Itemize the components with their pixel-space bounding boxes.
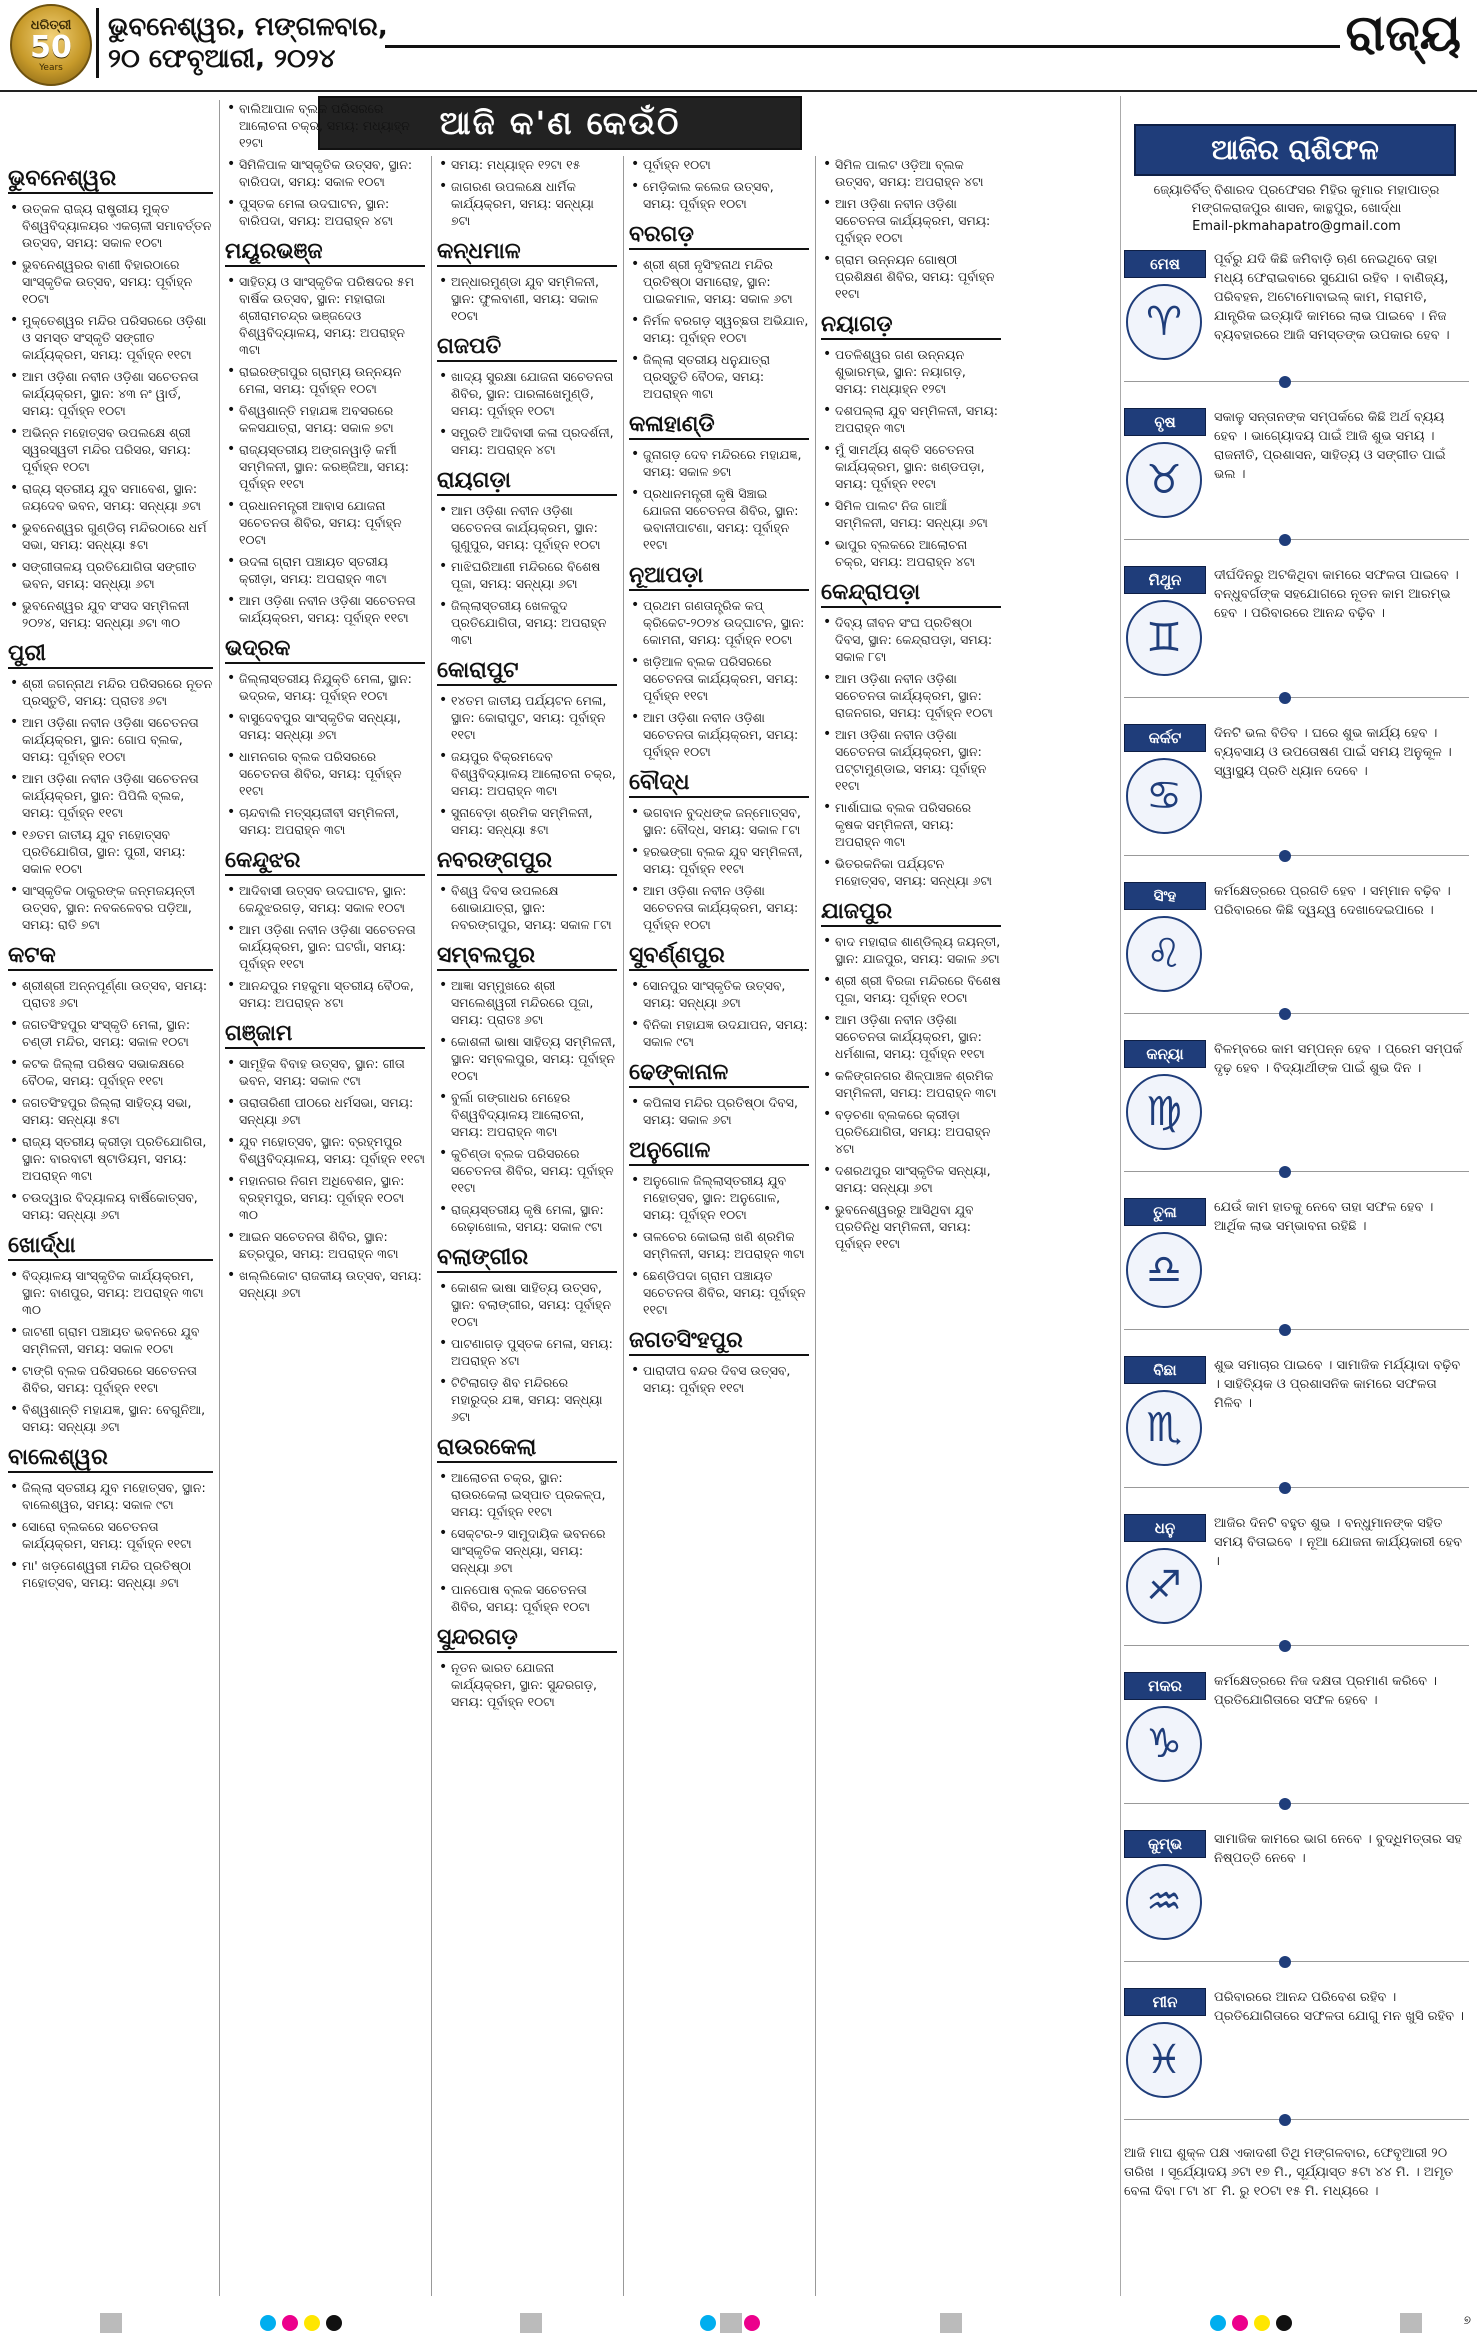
event-item: • ଧାମନଗର ବ୍ଲକ ପରିସରରେ ସଚେତନତା ଶିବିର, ସମୟ: ପୂର୍ବାହ୍ନ ୧୧ଟା (225, 748, 425, 799)
dateline-place-day: ଭୁବନେଶ୍ୱର, ମଙ୍ଗଳବାର, (108, 12, 388, 42)
events-column (431, 156, 617, 2296)
event-item: • ମୁକ୍ତେଶ୍ୱର ମନ୍ଦିର ପରିସରରେ ଓଡ଼ିଶା ଓ ସମସ୍ତ ସଂସ୍କୃତି ସଙ୍ଗୀତ କାର୍ଯ୍ୟକ୍ରମ, ସମୟ: ପୂର୍ବାହ୍ନ ୧୧ଟା (8, 312, 213, 363)
sign-name: ତୁଳା (1153, 1203, 1177, 1221)
logo-number: 50 (30, 29, 72, 65)
zodiac-symbol-icon: ♓ (1126, 2022, 1202, 2098)
event-item: • ଚଉଦ୍ୱାର ବିଦ୍ୟାଳୟ ବାର୍ଷିକୋତ୍ସବ, ସମୟ: ସନ୍ଧ୍ୟା ୬ଟା (8, 1189, 213, 1223)
event-item: • ପାଟଣାଗଡ଼ ପୁସ୍ତକ ମେଳା, ସମୟ: ଅପରାହ୍ନ ୪ଟା (437, 1335, 617, 1369)
events-column (815, 156, 1001, 2296)
divider-dot (1279, 1798, 1291, 1810)
sign-name: କୁମ୍ଭ (1147, 1835, 1183, 1853)
sign-divider (1124, 1171, 1469, 1172)
sign-divider (1124, 1645, 1469, 1646)
black-color-dot (1276, 2315, 1292, 2331)
event-item: • ଶ୍ରୀଶ୍ରୀ ଅନ୍ନପୂର୍ଣ୍ଣା ଉତ୍ସବ, ସମୟ: ପ୍ରାତଃ ୬ଟା (8, 977, 213, 1011)
event-item: • ନୂତନ ଭାରତ ଯୋଜନା କାର୍ଯ୍ୟକ୍ରମ, ସ୍ଥାନ: ସୁନ୍ଦରଗଡ଼, ସମୟ: ପୂର୍ବାହ୍ନ ୧୦ଟା (437, 1659, 617, 1710)
district-heading: କେନ୍ଦୁଝର (225, 848, 425, 876)
district-heading: କୋରାପୁଟ (437, 658, 617, 686)
cyan-color-dot (260, 2315, 276, 2331)
event-item: • ବାଦ ମହାରାଜ ଶାଣ୍ଡିଲ୍ୟ ଜୟନ୍ତୀ, ସ୍ଥାନ: ଯାଜପୁର, ସମୟ: ସକାଳ ୬ଟା (821, 933, 1001, 967)
sign-name-box (1124, 1198, 1206, 1226)
sign-prediction: କର୍ମକ୍ଷେତ୍ରରେ ନିଜ ଦକ୍ଷତା ପ୍ରମାଣ କରିବେ । ପ୍ରତିଯୋଗିତାରେ ସଫଳ ହେବେ । (1214, 1674, 1438, 1708)
event-item: • ଜଗତସିଂହପୁର ଜିଲ୍ଲା ସାହିତ୍ୟ ସଭା, ସମୟ: ସନ୍ଧ୍ୟା ୫ଟା (8, 1094, 213, 1128)
event-item: • ୧୬ତମ ଜାତୀୟ ଯୁବ ମହୋତ୍ସବ ପ୍ରତିଯୋଗିତା, ସ୍ଥାନ: ପୁରୀ, ସମୟ: ସକାଳ ୧୦ଟା (8, 826, 213, 877)
event-item: • ଖଲ୍ଲିକୋଟ ରାଜକୀୟ ଉତ୍ସବ, ସମୟ: ସନ୍ଧ୍ୟା ୬ଟା (225, 1267, 425, 1301)
event-item: • ଆମ ଓଡ଼ିଶା ନବୀନ ଓଡ଼ିଶା ସଚେତନତା କାର୍ଯ୍ୟକ୍ରମ, ସ୍ଥାନ: ଗୁଣୁପୁର, ସମୟ: ପୂର୍ବାହ୍ନ ୧୦ଟା (437, 502, 617, 553)
event-item: • ମା' ଖଡ଼ଗେଶ୍ୱରୀ ମନ୍ଦିର ପ୍ରତିଷ୍ଠା ମହୋତ୍ସବ, ସମୟ: ସନ୍ଧ୍ୟା ୬ଟା (8, 1557, 213, 1591)
yellow-color-dot (1254, 2315, 1270, 2331)
sign-name-box (1124, 1988, 1206, 2016)
magenta-color-dot (1232, 2315, 1248, 2331)
event-item: • ଜାଟଣୀ ଗ୍ରାମ ପଞ୍ଚାୟତ ଭବନରେ ଯୁବ ସମ୍ମିଳନୀ, ସମୟ: ସକାଳ ୧୦ଟା (8, 1323, 213, 1357)
events-section (0, 96, 1120, 2296)
sign-name-box (1124, 1672, 1206, 1700)
divider-dot (1279, 534, 1291, 546)
event-item: • ପାନପୋଷ ବ୍ଲକ ସଚେତନତା ଶିବିର, ସମୟ: ପୂର୍ବାହ୍ନ ୧୦ଟା (437, 1581, 617, 1615)
district-heading: ନୟାଗଡ଼ (821, 312, 1001, 340)
zodiac-symbol-icon: ♑ (1126, 1706, 1202, 1782)
event-item: • ସେକ୍ଟର-୨ ସାମୁଦାୟିକ ଭବନରେ ସାଂସ୍କୃତିକ ସନ୍ଧ୍ୟା, ସମୟ: ସନ୍ଧ୍ୟା ୬ଟା (437, 1525, 617, 1576)
sign-prediction: ସକାଳୁ ସନ୍ତାନଙ୍କ ସମ୍ପର୍କରେ କିଛି ଅର୍ଥ ବ୍ୟୟ ହେବ । ଭାଗ୍ୟୋଦୟ ପାଇଁ ଆଜି ଶୁଭ ସମୟ । ରାଜନୀତି, ପ୍ରଶାସନ, ସାହିତ୍ୟ ଓ ସଙ୍ଗୀତ ପାଇଁ ଭଲ । (1214, 410, 1446, 482)
district-heading: ନୂଆପଡ଼ା (629, 563, 809, 591)
horoscope-sign (1124, 718, 1469, 863)
yellow-color-dot (304, 2315, 320, 2331)
event-item: • ଶ୍ରୀ ଜଗନ୍ନାଥ ମନ୍ଦିର ପରିସରରେ ନୂତନ ପ୍ରସ୍ତୁତି, ସମୟ: ପ୍ରାତଃ ୬ଟା (8, 675, 213, 709)
sign-prediction: କର୍ମକ୍ଷେତ୍ରରେ ପ୍ରଗତି ହେବ । ସମ୍ମାନ ବଢ଼ିବ । ପରିବାରରେ କିଛି ଦ୍ୱନ୍ଦ୍ୱ ଦେଖାଦେଇପାରେ । (1214, 884, 1451, 918)
header-rule (385, 45, 1340, 48)
district-heading: ପୁରୀ (8, 641, 213, 669)
astrologer-email: Email-pkmahapatro@gmail.com (1192, 219, 1401, 234)
registration-square (940, 2313, 962, 2333)
sign-name-box (1124, 1514, 1206, 1542)
registration-square (100, 2313, 122, 2333)
event-item: • ପତଳିଶ୍ୱର ଗଣ ଉନ୍ନୟନ ଶୁଭାରମ୍ଭ, ସ୍ଥାନ: ନୟାଗଡ଼, ସମୟ: ମଧ୍ୟାହ୍ନ ୧୨ଟା (821, 346, 1001, 397)
event-item: • ପ୍ରଧାନମନ୍ତ୍ରୀ ଆବାସ ଯୋଜନା ସଚେତନତା ଶିବିର, ସମୟ: ପୂର୍ବାହ୍ନ ୧୦ଟା (225, 497, 425, 548)
sign-prediction: ଆଜିର ଦିନଟି ବହୁତ ଶୁଭ । ବନ୍ଧୁମାନଙ୍କ ସହିତ ସମୟ ବିତାଇବେ । ନୂଆ ଯୋଜନା କାର୍ଯ୍ୟକାରୀ ହେବ । (1214, 1516, 1462, 1569)
event-item: • ଆମ ଓଡ଼ିଶା ନବୀନ ଓଡ଼ିଶା ସଚେତନତା କାର୍ଯ୍ୟକ୍ରମ, ସ୍ଥାନ: ଗୋପ ବ୍ଲକ, ସମୟ: ପୂର୍ବାହ୍ନ ୧୦ଟା (8, 714, 213, 765)
event-item: • ନିର୍ମଳ ବରଗଡ଼ ସ୍ୱଚ୍ଛତା ଅଭିଯାନ, ସମୟ: ପୂର୍ବାହ୍ନ ୧୦ଟା (629, 312, 809, 346)
event-item: • ଉତ୍କଳ ରାଜ୍ୟ ରାଷ୍ଟ୍ରୀୟ ମୁକ୍ତ ବିଶ୍ୱବିଦ୍ୟାଳୟର ଏକଚାଳୀ ସମାବର୍ତ୍ତନ ଉତ୍ସବ, ସମୟ: ସକାଳ ୧୦ଟା (8, 200, 213, 251)
event-item: • ଦିବ୍ୟ ଜୀବନ ସଂଘ ପ୍ରତିଷ୍ଠା ଦିବସ, ସ୍ଥାନ: କେନ୍ଦ୍ରାପଡ଼ା, ସମୟ: ସକାଳ ୮ଟା (821, 614, 1001, 665)
divider-dot (1279, 692, 1291, 704)
sign-prediction: ଦୀର୍ଘଦିନରୁ ଅଟକିଥିବା କାମରେ ସଫଳତା ପାଇବେ । ବନ୍ଧୁବର୍ଗଙ୍କ ସହଯୋଗରେ ନୂତନ କାମ ଆରମ୍ଭ ହେବ । ପରିବାରରେ ଆନନ୍ଦ ବଢ଼ିବ । (1214, 568, 1459, 621)
horoscope-credit (1124, 182, 1469, 236)
event-item: • କୋଶଳ ଭାଷା ସାହିତ୍ୟ ଉତ୍ସବ, ସ୍ଥାନ: ବଲାଙ୍ଗୀର, ସମୟ: ପୂର୍ବାହ୍ନ ୧୦ଟା (437, 1279, 617, 1330)
event-item: • ଟିଟିଲାଗଡ଼ ଶିବ ମନ୍ଦିରରେ ମହାରୁଦ୍ର ଯଜ୍ଞ, ସମୟ: ସନ୍ଧ୍ୟା ୬ଟା (437, 1374, 617, 1425)
district-heading: କଳାହାଣ୍ଡି (629, 412, 809, 440)
horoscope-sign (1124, 402, 1469, 547)
event-item: • ପୂର୍ବାହ୍ନ ୧୦ଟା (629, 156, 809, 173)
event-item: • ଜଗତସିଂହପୁର ସଂସ୍କୃତି ମେଳା, ସ୍ଥାନ: ଚଣ୍ଡୀ ମନ୍ଦିର, ସମୟ: ସକାଳ ୧୦ଟା (8, 1016, 213, 1050)
event-item: • ରାଜ୍ୟ ସ୍ତରୀୟ ଯୁବ ସମାବେଶ, ସ୍ଥାନ: ଜୟଦେବ ଭବନ, ସମୟ: ସନ୍ଧ୍ୟା ୬ଟା (8, 480, 213, 514)
event-item: • ମୁଁ ସାମର୍ଥ୍ୟ ଶକ୍ତି ସଚେତନତା କାର୍ଯ୍ୟକ୍ରମ, ସ୍ଥାନ: ଖଣ୍ଡପଡ଼ା, ସମୟ: ପୂର୍ବାହ୍ନ ୧୧ଟା (821, 441, 1001, 492)
event-item: • ସାଂସ୍କୃତିକ ଠାକୁରଙ୍କ ଜନ୍ମଜୟନ୍ତୀ ଉତ୍ସବ, ସ୍ଥାନ: ନବକଳେବର ପଡ଼ିଆ, ସମୟ: ରାତି ୭ଟା (8, 882, 213, 933)
event-item: • ସିମିଳ ପାଲଟ ଓଡ଼ିଆ ବ୍ଲକ ଉତ୍ସବ, ସମୟ: ଅପରାହ୍ନ ୪ଟା (821, 156, 1001, 190)
header-divider (96, 8, 99, 78)
event-item: • ୧୪ତମ ଜାତୀୟ ପର୍ଯ୍ୟଟନ ମେଳା, ସ୍ଥାନ: କୋରାପୁଟ, ସମୟ: ପୂର୍ବାହ୍ନ ୧୧ଟା (437, 692, 617, 743)
zodiac-symbol-icon: ♉ (1126, 442, 1202, 518)
sign-name: ମକର (1148, 1677, 1182, 1695)
divider-dot (1279, 2114, 1291, 2126)
sign-prediction: ପୂର୍ବରୁ ଯଦି କିଛି ଜମିବାଡ଼ି ଋଣ ନେଇଥିବେ ତାହା ମଧ୍ୟ ଫେରାଇବାରେ ସୁଯୋଗ ରହିବ । ବାଣିଜ୍ୟ, ପରିବହନ, ଅଟୋମୋବାଇଲ୍ କାମ, ମରାମତି, ଯାନ୍ତ୍ରିକ ଇତ୍ୟାଦି କାମରେ ଲାଭ ପାଇବେ । ନିଜ ବ୍ୟବହାରରେ ଆଜି ସମସ୍ତଙ୍କ ଉପକାର ହେବ । (1214, 252, 1450, 343)
event-item: • ଅନ୍ଧାରମୁଣ୍ଡା ଯୁବ ସମ୍ମିଳନୀ, ସ୍ଥାନ: ଫୁଲବାଣୀ, ସମୟ: ସକାଳ ୧୦ଟା (437, 273, 617, 324)
magenta-color-dot (744, 2315, 760, 2331)
page-header (0, 0, 1477, 92)
horoscope-sign (1124, 1666, 1469, 1811)
sign-divider (1124, 1013, 1469, 1014)
logo-years: Years (39, 62, 63, 73)
sign-divider (1124, 1803, 1469, 1804)
sign-name-box (1124, 1830, 1206, 1858)
horoscope-sign (1124, 1034, 1469, 1179)
event-item: • ରାଜ୍ୟସ୍ତରୀୟ କୃଷି ମେଳା, ସ୍ଥାନ: ରେଢ଼ାଖୋଲ, ସମୟ: ସକାଳ ୯ଟା (437, 1201, 617, 1235)
event-item: • କପିଳାସ ମନ୍ଦିର ପ୍ରତିଷ୍ଠା ଦିବସ, ସମୟ: ସକାଳ ୬ଟା (629, 1094, 809, 1128)
divider-dot (1279, 1324, 1291, 1336)
sign-name-box (1124, 250, 1206, 278)
sign-divider (1124, 381, 1469, 382)
horoscope-section (1124, 124, 1469, 2204)
divider-dot (1279, 1640, 1291, 1652)
astrologer-name: ଜ୍ୟୋତିର୍ବିତ୍‌ ବିଶାରଦ ପ୍ରଫେସର ମିହିର କୁମାର ମହାପାତ୍ର (1153, 183, 1440, 198)
event-item: • ଆମ ଓଡ଼ିଶା ନବୀନ ଓଡ଼ିଶା ସଚେତନତା କାର୍ଯ୍ୟକ୍ରମ, ସ୍ଥାନ: ରାଜନଗର, ସମୟ: ପୂର୍ବାହ୍ନ ୧୦ଟା (821, 670, 1001, 721)
horoscope-sign (1124, 1192, 1469, 1337)
event-item: • ପ୍ରଧାନମନ୍ତ୍ରୀ କୃଷି ସିଞ୍ଚାଇ ଯୋଜନା ସଚେତନତା ଶିବିର, ସ୍ଥାନ: ଭବାନୀପାଟଣା, ସମୟ: ପୂର୍ବାହ୍ନ ୧୧ଟା (629, 485, 809, 553)
district-heading: ବୌଦ୍ଧ (629, 770, 809, 798)
event-item: • ଭୁବନେଶ୍ୱର ଯୁବ ସଂସଦ ସମ୍ମିଳନୀ ୨୦୨୪, ସମୟ: ସନ୍ଧ୍ୟା ୬ଟା ୩୦ (8, 597, 213, 631)
horoscope-title: ଆଜିର ରାଶିଫଳ (1211, 133, 1379, 166)
sign-divider (1124, 1487, 1469, 1488)
event-item: • ବୁର୍ଲା ଗଙ୍ଗାଧର ମେହେର ବିଶ୍ୱବିଦ୍ୟାଳୟ ଆଲୋଚନା, ସମୟ: ଅପରାହ୍ନ ୩ଟା (437, 1089, 617, 1140)
event-item: • ଭୁବନେଶ୍ୱରର ବାଣୀ ବିହାରଠାରେ ସାଂସ୍କୃତିକ ଉତ୍ସବ, ସମୟ: ପୂର୍ବାହ୍ନ ୧୦ଟା (8, 256, 213, 307)
zodiac-symbol-icon: ♋ (1126, 758, 1202, 834)
event-item: • ଜୁନାଗଡ଼ ଦେବ ମନ୍ଦିରରେ ମହାଯଜ୍ଞ, ସମୟ: ସକାଳ ୭ଟା (629, 446, 809, 480)
event-item: • ସୋରୋ ବ୍ଲକରେ ସଚେତନତା କାର୍ଯ୍ୟକ୍ରମ, ସମୟ: ପୂର୍ବାହ୍ନ ୧୧ଟା (8, 1518, 213, 1552)
sign-name-box (1124, 566, 1206, 594)
horoscope-title-box (1134, 124, 1456, 176)
event-item: • ଭଗବାନ ବୁଦ୍ଧଙ୍କ ଜନ୍ମୋତ୍ସବ, ସ୍ଥାନ: ବୌଦ୍ଧ, ସମୟ: ସକାଳ ୮ଟା (629, 804, 809, 838)
sign-name-box (1124, 1356, 1206, 1384)
district-heading: ଭୁବନେଶ୍ୱର (8, 166, 213, 194)
horoscope-sign (1124, 876, 1469, 1021)
event-item: • ଦଶପଲ୍ଲା ଯୁବ ସମ୍ମିଳନୀ, ସମୟ: ଅପରାହ୍ନ ୩ଟା (821, 402, 1001, 436)
section-title: ରାଜ୍ୟ (1345, 4, 1461, 62)
horoscope-sign (1124, 1508, 1469, 1653)
event-item: • ବାଲିଆପାଳ ବ୍ଲକ ପରିସରରେ ଆଲୋଚନା ଚକ୍ର, ସମୟ: ମଧ୍ୟାହ୍ନ ୧୨ଟା (225, 100, 425, 151)
event-item: • ବିଶ୍ୱଶାନ୍ତି ମହାଯଜ୍ଞ, ସ୍ଥାନ: ବେଗୁନିଆ, ସମୟ: ସନ୍ଧ୍ୟା ୬ଟା (8, 1401, 213, 1435)
district-heading: କଟକ (8, 943, 213, 971)
event-item: • ଆମ ଓଡ଼ିଶା ନବୀନ ଓଡ଼ିଶା ସଚେତନତା କାର୍ଯ୍ୟକ୍ରମ, ସମୟ: ପୂର୍ବାହ୍ନ ୧୧ଟା (225, 592, 425, 626)
sign-divider (1124, 1329, 1469, 1330)
event-item: • ବଡ଼ଚଣା ବ୍ଲକରେ କ୍ରୀଡ଼ା ପ୍ରତିଯୋଗିତା, ସମୟ: ଅପରାହ୍ନ ୪ଟା (821, 1106, 1001, 1157)
district-heading: ବାଲେଶ୍ୱର (8, 1445, 213, 1473)
district-heading: ବରଗଡ଼ (629, 222, 809, 250)
event-item: • ଆଲୋଚନା ଚକ୍ର, ସ୍ଥାନ: ରାଉରକେଲା ଇସ୍ପାତ ପ୍ରକଳ୍ପ, ସମୟ: ପୂର୍ବାହ୍ନ ୧୧ଟା (437, 1469, 617, 1520)
sign-divider (1124, 2119, 1469, 2120)
astrologer-address: ମଙ୍ଗଳରାଜପୁର ଶାସନ, କାନ୍ଥପୁର, ଖୋର୍ଦ୍ଧା (1191, 201, 1402, 216)
dharitri-50-years-logo (10, 4, 92, 86)
events-column (8, 156, 213, 2296)
district-heading: ସୁବର୍ଣ୍ଣପୁର (629, 943, 809, 971)
event-item: • ସମ୍ପ୍ରତି ଆଦିବାସୀ କଳା ପ୍ରଦର୍ଶନୀ, ସମୟ: ଅପରାହ୍ନ ୪ଟା (437, 424, 617, 458)
district-heading: ଅନୁଗୋଳ (629, 1138, 809, 1166)
event-item: • ଶ୍ରୀ ଶ୍ରୀ ବିରଜା ମନ୍ଦିରରେ ବିଶେଷ ପୂଜା, ସମୟ: ପୂର୍ବାହ୍ନ ୧୦ଟା (821, 972, 1001, 1006)
event-item: • ପାରାଦୀପ ବନ୍ଦର ଦିବସ ଉତ୍ସବ, ସମୟ: ପୂର୍ବାହ୍ନ ୧୧ଟା (629, 1362, 809, 1396)
zodiac-symbol-icon: ♊ (1126, 600, 1202, 676)
sign-name-box (1124, 408, 1206, 436)
event-item: • ମେଡ଼ିକାଲ କଲେଜ ଉତ୍ସବ, ସମୟ: ପୂର୍ବାହ୍ନ ୧୦ଟା (629, 178, 809, 212)
zodiac-symbol-icon: ♏ (1126, 1390, 1202, 1466)
event-item: • ଜୟପୁର ବିକ୍ରମଦେବ ବିଶ୍ୱବିଦ୍ୟାଳୟ ଆଲୋଚନା ଚକ୍ର, ସମୟ: ଅପରାହ୍ନ ୩ଟା (437, 748, 617, 799)
page-number: ୭ (1463, 2313, 1471, 2327)
district-heading: ଜଗତସିଂହପୁର (629, 1328, 809, 1356)
event-item: • ରାଇରଙ୍ଗପୁର ଗ୍ରାମ୍ୟ ଉନ୍ନୟନ ମେଳା, ସମୟ: ପୂର୍ବାହ୍ନ ୧୦ଟା (225, 363, 425, 397)
black-color-dot (326, 2315, 342, 2331)
district-heading: ଭଦ୍ରକ (225, 636, 425, 664)
district-heading: ମୟୂରଭଞ୍ଜ (225, 239, 425, 267)
event-item: • ମହାନଗର ନିଗମ ଅଧିବେଶନ, ସ୍ଥାନ: ବ୍ରହ୍ମପୁର, ସମୟ: ପୂର୍ବାହ୍ନ ୧୦ଟା ୩୦ (225, 1172, 425, 1223)
cyan-color-dot (700, 2315, 716, 2331)
sign-name: ସିଂହ (1153, 887, 1177, 905)
district-heading: ସୁନ୍ଦରଗଡ଼ (437, 1625, 617, 1653)
sign-name: କନ୍ୟା (1146, 1045, 1184, 1063)
zodiac-symbol-icon: ♎ (1126, 1232, 1202, 1308)
zodiac-symbol-icon: ♒ (1126, 1864, 1202, 1940)
event-item: • ଚାନ୍ଦବାଲି ମତ୍ସ୍ୟଜୀବୀ ସମ୍ମିଳନୀ, ସମୟ: ଅପରାହ୍ନ ୩ଟା (225, 804, 425, 838)
event-item: • ଭୁବନେଶ୍ୱରରୁ ଆସିଥିବା ଯୁବ ପ୍ରତିନିଧି ସମ୍ମିଳନୀ, ସମୟ: ପୂର୍ବାହ୍ନ ୧୧ଟା (821, 1201, 1001, 1252)
event-item: • ବିନିକା ମହାଯଜ୍ଞ ଉଦଯାପନ, ସମୟ: ସକାଳ ୯ଟା (629, 1016, 809, 1050)
dateline-date: ୨୦ ଫେବୃଆରୀ, ୨୦୨୪ (108, 44, 336, 74)
event-item: • ସିମିଳ ପାଲଟ ନିଜ ଗାଆଁ ସମ୍ମିଳନୀ, ସମୟ: ସନ୍ଧ୍ୟା ୬ଟା (821, 497, 1001, 531)
registration-square (520, 2313, 542, 2333)
event-item: • ଦଶରଥପୁର ସାଂସ୍କୃତିକ ସନ୍ଧ୍ୟା, ସମୟ: ସନ୍ଧ୍ୟା ୬ଟା (821, 1162, 1001, 1196)
sign-divider (1124, 539, 1469, 540)
sign-name: ବୃଷ (1154, 413, 1176, 431)
event-item: • ଆମ ଓଡ଼ିଶା ନବୀନ ଓଡ଼ିଶା ସଚେତନତା କାର୍ଯ୍ୟକ୍ରମ, ସମୟ: ପୂର୍ବାହ୍ନ ୧୦ଟା (629, 709, 809, 760)
sign-prediction: ଯେଉଁ କାମ ହାତକୁ ନେବେ ତାହା ସଫଳ ହେବ । ଆର୍ଥିକ ଲାଭ ସମ୍ଭାବନା ରହିଛି । (1214, 1200, 1434, 1234)
event-item: • ଭୁବନେଶ୍ୱର ଗୁଣ୍ଡିଚା ମନ୍ଦିରଠାରେ ଧର୍ମ ସଭା, ସମୟ: ସନ୍ଧ୍ୟା ୫ଟା (8, 519, 213, 553)
event-item: • ବିଦ୍ୟାଳୟ ସାଂସ୍କୃତିକ କାର୍ଯ୍ୟକ୍ରମ, ସ୍ଥାନ: ବାଣପୁର, ସମୟ: ଅପରାହ୍ନ ୩ଟା ୩୦ (8, 1267, 213, 1318)
panjika-text: ଆଜି ମାଘ ଶୁକ୍ଳ ପକ୍ଷ ଏକାଦଶୀ ତିଥି ମଙ୍ଗଳବାର, ଫେବୃଆରୀ ୨୦ ତାରିଖ । ସୂର୍ଯ୍ୟୋଦୟ ୬ଟା ୧୭ ମି., ସୂର୍ଯ୍ୟାସ୍ତ ୫ଟା ୪୪ ମି. । ଅମୃତ ବେଳା ଦିବା ୮ଟା ୪୮ ମି. ରୁ ୧୦ଟା ୧୫ ମି. ମଧ୍ୟରେ । (1124, 2146, 1454, 2199)
registration-square (720, 2313, 742, 2333)
event-item: • କୋଶଳୀ ଭାଷା ସାହିତ୍ୟ ସମ୍ମିଳନୀ, ସ୍ଥାନ: ସମ୍ବଲପୁର, ସମୟ: ପୂର୍ବାହ୍ନ ୧୦ଟା (437, 1033, 617, 1084)
divider-dot (1279, 850, 1291, 862)
event-item: • ଗ୍ରାମ ଉନ୍ନୟନ ଗୋଷ୍ଠୀ ପ୍ରଶିକ୍ଷଣ ଶିବିର, ସମୟ: ପୂର୍ବାହ୍ନ ୧୧ଟା (821, 251, 1001, 302)
event-item: • ଆଦିବାସୀ ଉତ୍ସବ ଉଦଘାଟନ, ସ୍ଥାନ: କେନ୍ଦୁଝରଗଡ଼, ସମୟ: ସକାଳ ୧୦ଟା (225, 882, 425, 916)
event-item: • ସଙ୍ଗୀତାଳୟ ପ୍ରତିଯୋଗିତା ସଙ୍ଗୀତ ଭବନ, ସମୟ: ସନ୍ଧ୍ୟା ୬ଟା (8, 558, 213, 592)
event-item: • ଆଇନ ସଚେତନତା ଶିବିର, ସ୍ଥାନ: ଛତ୍ରପୁର, ସମୟ: ଅପରାହ୍ନ ୩ଟା (225, 1228, 425, 1262)
event-item: • ସୋନପୁର ସାଂସ୍କୃତିକ ଉତ୍ସବ, ସମୟ: ସନ୍ଧ୍ୟା ୬ଟା (629, 977, 809, 1011)
event-item: • ଆମ ଓଡ଼ିଶା ନବୀନ ଓଡ଼ିଶା ସଚେତନତା କାର୍ଯ୍ୟକ୍ରମ, ସ୍ଥାନ: ଧର୍ମଶାଳା, ସମୟ: ପୂର୍ବାହ୍ନ ୧୧ଟା (821, 1011, 1001, 1062)
divider-dot (1279, 1482, 1291, 1494)
event-item: • ସାମୂହିକ ବିବାହ ଉତ୍ସବ, ସ୍ଥାନ: ଗୀତା ଭବନ, ସମୟ: ସକାଳ ୯ଟା (225, 1055, 425, 1089)
sign-name: ମିଥୁନ (1148, 571, 1182, 589)
sign-name: ମେଷ (1150, 255, 1180, 273)
event-item: • କଟକ ଜିଲ୍ଲା ପରିଷଦ ସଭାକକ୍ଷରେ ବୈଠକ, ସମୟ: ପୂର୍ବାହ୍ନ ୧୧ଟା (8, 1055, 213, 1089)
sign-prediction: ଦିନଟି ଭଲ ବିତିବ । ଘରେ ଶୁଭ କାର୍ଯ୍ୟ ହେବ । ବ୍ୟବସାୟ ଓ ଉପତୋଷଣ ପାଇଁ ସମୟ ଅନୁକୂଳ । ସ୍ୱାସ୍ଥ୍ୟ ପ୍ରତି ଧ୍ୟାନ ଦେବେ । (1214, 726, 1452, 779)
event-item: • ଖାଦ୍ୟ ସୁରକ୍ଷା ଯୋଜନା ସଚେତନତା ଶିବିର, ସ୍ଥାନ: ପାରଳାଖେମୁଣ୍ଡି, ସମୟ: ପୂର୍ବାହ୍ନ ୧୦ଟା (437, 368, 617, 419)
page-footer (0, 2305, 1477, 2339)
district-heading: ନବରଙ୍ଗପୁର (437, 848, 617, 876)
event-item: • ଭିତରକନିକା ପର୍ଯ୍ୟଟନ ମହୋତ୍ସବ, ସମୟ: ସନ୍ଧ୍ୟା ୬ଟା (821, 855, 1001, 889)
sign-prediction: ସାମାଜିକ କାମରେ ଭାଗ ନେବେ । ବୁଦ୍ଧିମତ୍ତାର ସହ ନିଷ୍ପତ୍ତି ନେବେ । (1214, 1832, 1462, 1866)
district-heading: କନ୍ଧମାଳ (437, 239, 617, 267)
events-banner-title: ଆଜି କ'ଣ କେଉଁଠି (439, 103, 681, 142)
zodiac-symbol-icon: ♈ (1126, 284, 1202, 360)
sign-name: ଧନୁ (1154, 1519, 1176, 1537)
event-item: • ଜିଲ୍ଲା ସ୍ତରୀୟ ଯୁବ ମହୋତ୍ସବ, ସ୍ଥାନ: ବାଲେଶ୍ୱର, ସମୟ: ସକାଳ ୯ଟା (8, 1479, 213, 1513)
horoscope-sign (1124, 244, 1469, 389)
sign-divider (1124, 1961, 1469, 1962)
event-item: • ଅଭିନ୍ନ ମହୋତ୍ସବ ଉପଲକ୍ଷେ ଶ୍ରୀ ସ୍ୱରସ୍ୱତୀ ମନ୍ଦିର ପରିସର, ସମୟ: ପୂର୍ବାହ୍ନ ୧୦ଟା (8, 424, 213, 475)
event-item: • ଖଡ଼ିଆଳ ବ୍ଲକ ପରିସରରେ ସଚେତନତା କାର୍ଯ୍ୟକ୍ରମ, ସମୟ: ପୂର୍ବାହ୍ନ ୧୧ଟା (629, 653, 809, 704)
registration-square (1400, 2313, 1422, 2333)
divider-dot (1279, 1956, 1291, 1968)
district-heading: ସମ୍ବଲପୁର (437, 943, 617, 971)
event-item: • ଶ୍ରୀ ଶ୍ରୀ ନୃସିଂହନାଥ ମନ୍ଦିର ପ୍ରତିଷ୍ଠା ସମାରୋହ, ସ୍ଥାନ: ପାଇକମାଳ, ସମୟ: ସକାଳ ୬ଟା (629, 256, 809, 307)
event-item: • ତାରାତାରିଣୀ ପୀଠରେ ଧର୍ମସଭା, ସମୟ: ସନ୍ଧ୍ୟା ୬ଟା (225, 1094, 425, 1128)
district-heading: କେନ୍ଦ୍ରାପଡ଼ା (821, 580, 1001, 608)
horoscope-sign (1124, 560, 1469, 705)
district-heading: ଢେଙ୍କାନାଳ (629, 1060, 809, 1088)
event-item: • ସାହିତ୍ୟ ଓ ସାଂସ୍କୃତିକ ପରିଷଦର ୫ମ ବାର୍ଷିକ ଉତ୍ସବ, ସ୍ଥାନ: ମହାରାଜା ଶ୍ରୀରାମଚନ୍ଦ୍ର ଭଞ୍ଜଦେଓ ବିଶ୍ୱବିଦ୍ୟାଳୟ, ସମୟ: ଅପରାହ୍ନ ୩ଟା (225, 273, 425, 358)
event-item: • ପ୍ରଥମ ଗଣତାନ୍ତ୍ରିକ କପ୍ କ୍ରିକେଟ-୨୦୨୪ ଉଦ୍‌ଘାଟନ, ସ୍ଥାନ: କୋମନା, ସମୟ: ପୂର୍ବାହ୍ନ ୧୦ଟା (629, 597, 809, 648)
header-bottom-rule (0, 90, 1477, 92)
district-heading: ଗଞ୍ଜାମ (225, 1021, 425, 1049)
event-item: • ଅନୁଗୋଳ ଜିଲ୍ଲାସ୍ତରୀୟ ଯୁବ ମହୋତ୍ସବ, ସ୍ଥାନ: ଅନୁଗୋଳ, ସମୟ: ପୂର୍ବାହ୍ନ ୧୦ଟା (629, 1172, 809, 1223)
district-heading: ଯାଜପୁର (821, 899, 1001, 927)
sign-prediction: ପରିବାରରେ ଆନନ୍ଦ ପରିବେଶ ରହିବ । ପ୍ରତିଯୋଗିତାରେ ସଫଳତା ଯୋଗୁ ମନ ଖୁସି ରହିବ । (1214, 1990, 1464, 2024)
event-item: • ଛେଣ୍ଡିପଦା ଗ୍ରାମ ପଞ୍ଚାୟତ ସଚେତନତା ଶିବିର, ସମୟ: ପୂର୍ବାହ୍ନ ୧୧ଟା (629, 1267, 809, 1318)
zodiac-symbol-icon: ♍ (1126, 1074, 1202, 1150)
event-item: • ଉଦଳା ଗ୍ରାମ ପଞ୍ଚାୟତ ସ୍ତରୀୟ କ୍ରୀଡ଼ା, ସମୟ: ଅପରାହ୍ନ ୩ଟା (225, 553, 425, 587)
events-column (623, 156, 809, 2296)
sign-name-box (1124, 882, 1206, 910)
events-column (219, 100, 425, 2296)
event-item: • ଜିଲ୍ଲାସ୍ତରୀୟ ନିଯୁକ୍ତି ମେଳା, ସ୍ଥାନ: ଭଦ୍ରକ, ସମୟ: ପୂର୍ବାହ୍ନ ୧୦ଟା (225, 670, 425, 704)
event-item: • ରାଜ୍ୟସ୍ତରୀୟ ଅଙ୍ଗନୱାଡ଼ି କର୍ମୀ ସମ୍ମିଳନୀ, ସ୍ଥାନ: କରଞ୍ଜିଆ, ସମୟ: ପୂର୍ବାହ୍ନ ୧୧ଟା (225, 441, 425, 492)
event-item: • ମାର୍ଶାଘାଇ ବ୍ଲକ ପରିସରରେ କୃଷକ ସମ୍ମିଳନୀ, ସମୟ: ଅପରାହ୍ନ ୩ଟା (821, 799, 1001, 850)
event-item: • ବିଶ୍ୱଶାନ୍ତି ମହାଯଜ୍ଞ ଅବସରରେ କଳସଯାତ୍ରା, ସମୟ: ସକାଳ ୭ଟା (225, 402, 425, 436)
event-item: • ପୁସ୍ତକ ମେଳା ଉଦଘାଟନ, ସ୍ଥାନ: ବାରିପଦା, ସମୟ: ଅପରାହ୍ନ ୪ଟା (225, 195, 425, 229)
event-item: • ଆଜ୍ଞା ସମ୍ମୁଖରେ ଶ୍ରୀ ସମଲେଶ୍ୱରୀ ମନ୍ଦିରରେ ପୂଜା, ସମୟ: ପ୍ରାତଃ ୬ଟା (437, 977, 617, 1028)
sign-divider (1124, 697, 1469, 698)
event-item: • ସିମିଳିପାଳ ସାଂସ୍କୃତିକ ଉତ୍ସବ, ସ୍ଥାନ: ବାରିପଦା, ସମୟ: ସକାଳ ୧୦ଟା (225, 156, 425, 190)
event-item: • ଆନନ୍ଦପୁର ମହକୁମା ସ୍ତରୀୟ ବୈଠକ, ସମୟ: ଅପରାହ୍ନ ୪ଟା (225, 977, 425, 1011)
logo-name: ଧରିତ୍ରୀ (30, 17, 72, 33)
zodiac-symbol-icon: ♌ (1126, 916, 1202, 992)
sign-name: କର୍କଟ (1148, 729, 1182, 747)
magenta-color-dot (282, 2315, 298, 2331)
event-item: • କଳିଙ୍ଗନଗର ଶିଳ୍ପାଞ୍ଚଳ ଶ୍ରମିକ ସମ୍ମିଳନୀ, ସମୟ: ଅପରାହ୍ନ ୩ଟା (821, 1067, 1001, 1101)
event-item: • ହରଭଙ୍ଗା ବ୍ଲକ ଯୁବ ସମ୍ମିଳନୀ, ସମୟ: ପୂର୍ବାହ୍ନ ୧୧ଟା (629, 843, 809, 877)
event-item: • ଟାଙ୍ଗି ବ୍ଲକ ପରିସରରେ ସଚେତନତା ଶିବିର, ସମୟ: ପୂର୍ବାହ୍ନ ୧୧ଟା (8, 1362, 213, 1396)
event-item: • ଆମ ଓଡ଼ିଶା ନବୀନ ଓଡ଼ିଶା ସଚେତନତା କାର୍ଯ୍ୟକ୍ରମ, ସମୟ: ପୂର୍ବାହ୍ନ ୧୦ଟା (821, 195, 1001, 246)
event-item: • ଆମ ଓଡ଼ିଶା ନବୀନ ଓଡ଼ିଶା ସଚେତନତା କାର୍ଯ୍ୟକ୍ରମ, ସ୍ଥାନ: ଘଟଗାଁ, ସମୟ: ପୂର୍ବାହ୍ନ ୧୧ଟା (225, 921, 425, 972)
event-item: • ଜିଲ୍ଲାସ୍ତରୀୟ ଖେଳକୁଦ ପ୍ରତିଯୋଗିତା, ସମୟ: ଅପରାହ୍ନ ୩ଟା (437, 597, 617, 648)
sign-name: ବିଛା (1153, 1361, 1177, 1379)
event-item: • ଆମ ଓଡ଼ିଶା ନବୀନ ଓଡ଼ିଶା ସଚେତନତା କାର୍ଯ୍ୟକ୍ରମ, ସମୟ: ପୂର୍ବାହ୍ନ ୧୦ଟା (629, 882, 809, 933)
event-item: • ମାଝିଘରିଆଣୀ ମନ୍ଦିରରେ ବିଶେଷ ପୂଜା, ସମୟ: ସନ୍ଧ୍ୟା ୬ଟା (437, 558, 617, 592)
event-item: • ସମୟ: ମଧ୍ୟାହ୍ନ ୧୨ଟା ୧୫ (437, 156, 617, 173)
district-heading: ଗଜପତି (437, 334, 617, 362)
event-item: • ଜିଲ୍ଲା ସ୍ତରୀୟ ଧନୁଯାତ୍ରା ପ୍ରସ୍ତୁତି ବୈଠକ, ସମୟ: ଅପରାହ୍ନ ୩ଟା (629, 351, 809, 402)
divider-dot (1279, 1166, 1291, 1178)
event-item: • ଯୁବ ମହୋତ୍ସବ, ସ୍ଥାନ: ବ୍ରହ୍ମପୁର ବିଶ୍ୱବିଦ୍ୟାଳୟ, ସମୟ: ପୂର୍ବାହ୍ନ ୧୧ଟା (225, 1133, 425, 1167)
cyan-color-dot (1210, 2315, 1226, 2331)
sign-name-box (1124, 724, 1206, 752)
event-item: • ଆମ ଓଡ଼ିଶା ନବୀନ ଓଡ଼ିଶା ସଚେତନତା କାର୍ଯ୍ୟକ୍ରମ, ସ୍ଥାନ: ପଟ୍ଟାମୁଣ୍ଡାଇ, ସମୟ: ପୂର୍ବାହ୍ନ ୧୧ଟା (821, 726, 1001, 794)
event-item: • ଜାଗରଣ ଉପଲକ୍ଷେ ଧାର୍ମିକ କାର୍ଯ୍ୟକ୍ରମ, ସମୟ: ସନ୍ଧ୍ୟା ୭ଟା (437, 178, 617, 229)
event-item: • ବିଶ୍ୱ ଦିବସ ଉପଲକ୍ଷେ ଶୋଭାଯାତ୍ରା, ସ୍ଥାନ: ନବରଙ୍ଗପୁର, ସମୟ: ସକାଳ ୮ଟା (437, 882, 617, 933)
sign-name: ମୀନ (1152, 1993, 1178, 2011)
district-heading: ଖୋର୍ଦ୍ଧା (8, 1233, 213, 1261)
sign-prediction: ବିଳମ୍ବରେ କାମ ସମ୍ପନ୍ନ ହେବ । ପ୍ରେମ ସମ୍ପର୍କ ଦୃଢ଼ ହେବ । ବିଦ୍ୟାର୍ଥୀଙ୍କ ପାଇଁ ଶୁଭ ଦିନ । (1214, 1042, 1463, 1076)
sign-divider (1124, 855, 1469, 856)
event-item: • କୁଚିଣ୍ଡା ବ୍ଲକ ପରିସରରେ ସଚେତନତା ଶିବିର, ସମୟ: ପୂର୍ବାହ୍ନ ୧୧ଟା (437, 1145, 617, 1196)
district-heading: ରାଉରକେଲା (437, 1435, 617, 1463)
district-heading: ବଲାଙ୍ଗୀର (437, 1245, 617, 1273)
horoscope-sign (1124, 1982, 1469, 2127)
district-heading: ରାୟଗଡ଼ା (437, 468, 617, 496)
zodiac-symbol-icon: ♐ (1126, 1548, 1202, 1624)
divider-dot (1279, 1008, 1291, 1020)
event-item: • ରାଜ୍ୟ ସ୍ତରୀୟ କ୍ରୀଡ଼ା ପ୍ରତିଯୋଗିତା, ସ୍ଥାନ: ବାରବାଟୀ ଷ୍ଟାଡିୟମ, ସମୟ: ଅପରାହ୍ନ ୩ଟା (8, 1133, 213, 1184)
sign-name-box (1124, 1040, 1206, 1068)
event-item: • ତାଳଚେର କୋଇଲା ଖଣି ଶ୍ରମିକ ସମ୍ମିଳନୀ, ସମୟ: ଅପରାହ୍ନ ୩ଟା (629, 1228, 809, 1262)
column-separator (1120, 96, 1121, 2296)
event-item: • ବାସୁଦେବପୁର ସାଂସ୍କୃତିକ ସନ୍ଧ୍ୟା, ସମୟ: ସନ୍ଧ୍ୟା ୬ଟା (225, 709, 425, 743)
event-item: • ଭାପୁର ବ୍ଲକରେ ଆଲୋଚନା ଚକ୍ର, ସମୟ: ଅପରାହ୍ନ ୪ଟା (821, 536, 1001, 570)
divider-dot (1279, 376, 1291, 388)
sign-prediction: ଶୁଭ ସମାଚାର ପାଇବେ । ସାମାଜିକ ମର୍ଯ୍ୟାଦା ବଢ଼ିବ । ସାହିତ୍ୟିକ ଓ ପ୍ରଶାସନିକ କାମରେ ସଫଳତା ମିଳିବ । (1214, 1358, 1461, 1411)
event-item: • ସୁନାବେଡ଼ା ଶ୍ରମିକ ସମ୍ମିଳନୀ, ସମୟ: ସନ୍ଧ୍ୟା ୫ଟା (437, 804, 617, 838)
event-item: • ଆମ ଓଡ଼ିଶା ନବୀନ ଓଡ଼ିଶା ସଚେତନତା କାର୍ଯ୍ୟକ୍ରମ, ସ୍ଥାନ: ୪୩ ନଂ ୱାର୍ଡ, ସମୟ: ପୂର୍ବାହ୍ନ ୧୦ଟା (8, 368, 213, 419)
horoscope-sign (1124, 1824, 1469, 1969)
horoscope-sign (1124, 1350, 1469, 1495)
event-item: • ଆମ ଓଡ଼ିଶା ନବୀନ ଓଡ଼ିଶା ସଚେତନତା କାର୍ଯ୍ୟକ୍ରମ, ସ୍ଥାନ: ପିପିଲି ବ୍ଲକ, ସମୟ: ପୂର୍ବାହ୍ନ ୧୧ଟା (8, 770, 213, 821)
